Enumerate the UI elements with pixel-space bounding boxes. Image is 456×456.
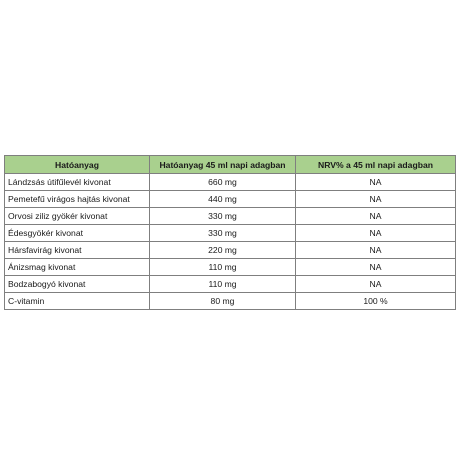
table-row bbox=[5, 276, 456, 293]
ingredient-name: Pemetefű virágos hajtás kivonat bbox=[5, 191, 150, 208]
ingredient-nrv: NA bbox=[296, 191, 456, 208]
ingredients-table-container bbox=[4, 155, 455, 310]
ingredient-amount: 110 mg bbox=[150, 259, 296, 276]
ingredient-name: Ánizsmag kivonat bbox=[5, 259, 150, 276]
ingredient-amount: 330 mg bbox=[150, 208, 296, 225]
ingredient-nrv: NA bbox=[296, 276, 456, 293]
table-header-row bbox=[5, 156, 456, 174]
ingredient-nrv: NA bbox=[296, 174, 456, 191]
table-row bbox=[5, 174, 456, 191]
ingredient-nrv: NA bbox=[296, 208, 456, 225]
table-row bbox=[5, 225, 456, 242]
ingredient-name: Orvosi ziliz gyökér kivonat bbox=[5, 208, 150, 225]
ingredient-amount: 330 mg bbox=[150, 225, 296, 242]
ingredient-name: Hársfavirág kivonat bbox=[5, 242, 150, 259]
ingredient-nrv: NA bbox=[296, 259, 456, 276]
table-row bbox=[5, 293, 456, 310]
table-row bbox=[5, 208, 456, 225]
header-ingredient: Hatóanyag bbox=[5, 156, 150, 174]
ingredient-nrv: 100 % bbox=[296, 293, 456, 310]
ingredient-amount: 80 mg bbox=[150, 293, 296, 310]
table-row bbox=[5, 191, 456, 208]
ingredient-amount: 440 mg bbox=[150, 191, 296, 208]
ingredient-name: Édesgyökér kivonat bbox=[5, 225, 150, 242]
ingredients-table bbox=[4, 155, 456, 310]
table-row bbox=[5, 259, 456, 276]
table-row bbox=[5, 242, 456, 259]
ingredient-amount: 660 mg bbox=[150, 174, 296, 191]
header-amount: Hatóanyag 45 ml napi adagban bbox=[150, 156, 296, 174]
ingredient-amount: 220 mg bbox=[150, 242, 296, 259]
ingredient-nrv: NA bbox=[296, 242, 456, 259]
ingredient-name: Bodzabogyó kivonat bbox=[5, 276, 150, 293]
ingredient-nrv: NA bbox=[296, 225, 456, 242]
header-nrv: NRV% a 45 ml napi adagban bbox=[296, 156, 456, 174]
ingredient-name: C-vitamin bbox=[5, 293, 150, 310]
ingredient-amount: 110 mg bbox=[150, 276, 296, 293]
ingredient-name: Lándzsás útifűlevél kivonat bbox=[5, 174, 150, 191]
